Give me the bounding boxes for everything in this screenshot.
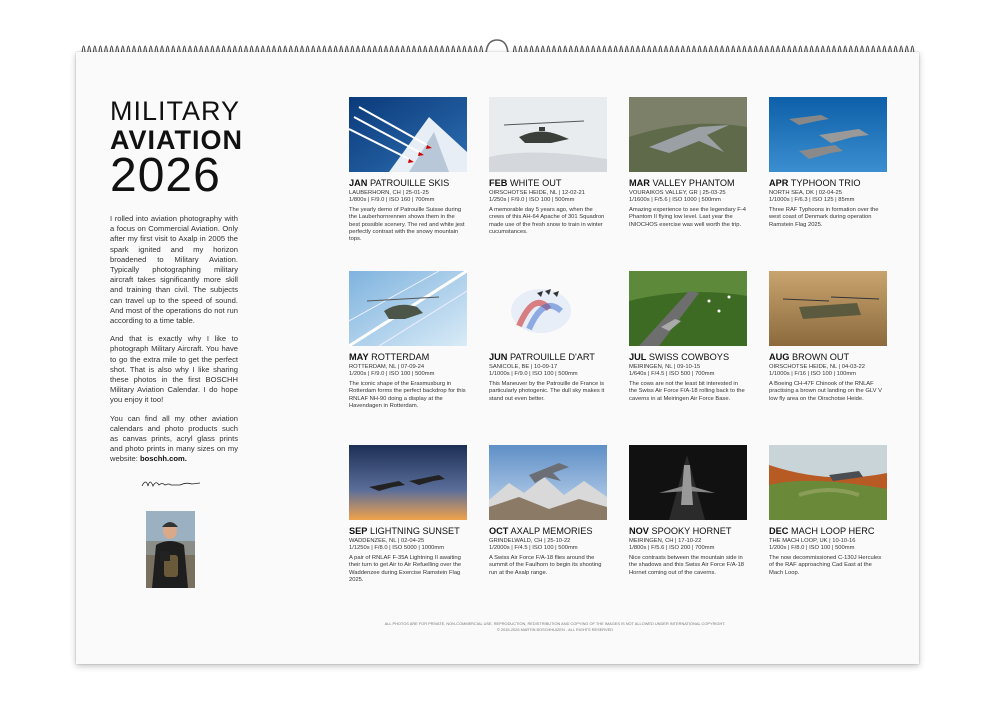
month-abbr: OCT	[489, 526, 509, 536]
month-description: The yearly demo of Patrouille Suisse during the Lauberhornrennen shows them in the best possible scenery. The red and white jest perfectly contrast with the snowy mountain tops.	[349, 207, 465, 243]
month-abbr: JUN	[489, 352, 508, 362]
month-apr	[769, 97, 887, 229]
month-description: A memorable day 5 years ago, when the crews of this AH-64 Apache of 301 Squadron made use of the fresh snow to train in winter cucumstances.	[489, 207, 605, 235]
month-location: SANICOLE, BE | 10-09-17	[489, 364, 558, 370]
month-dec	[769, 445, 887, 577]
month-photo-title: SPOOKY HORNET	[651, 526, 732, 536]
month-nov	[629, 445, 747, 577]
month-exif: 1/2000s | F/4.5 | ISO 100 | 500mm	[489, 545, 578, 551]
photographer-portrait	[146, 511, 195, 588]
month-description: Three RAF Typhoons in formation over the west coast of Denmark during operation Ramstein Flag 2025.	[769, 207, 879, 228]
month-exif: 1/250s | F/9.0 | ISO 100 | 500mm	[489, 197, 575, 203]
month-photo	[769, 97, 887, 172]
month-heading	[769, 526, 887, 536]
month-heading	[769, 352, 887, 362]
month-heading	[629, 526, 747, 536]
month-exif: 1/1000s | F/9.0 | ISO 100 | 500mm	[489, 371, 578, 377]
month-photo-title: ROTTERDAM	[371, 352, 430, 362]
month-exif: 1/800s | F/9.0 | ISO 160 | 700mm	[349, 197, 435, 203]
month-description: A pair of RNLAF F-35A Lightning II awaiting their turn to get Air to Air Refuelling over the Waddenzee during Exercise Ramstein Flag 2025.	[349, 555, 462, 583]
month-feb	[489, 97, 607, 236]
month-description: The now decommissioned C-130J Hercules of the RAF approaching Cad East at the Mach Loop.	[769, 555, 882, 576]
month-photo-title: PATROUILLE D'ART	[509, 352, 595, 362]
intro-paragraph-2: And that is exactly why I like to photograph Military Aircraft. You have to go the extra mile to get the perfect shot. That is also why I like sharing these photos in the first BOSCHH Military Aviation Calendar. I do hope you enjoy it too!	[110, 334, 238, 405]
month-abbr: APR	[769, 178, 789, 188]
calendar-title	[110, 98, 243, 200]
month-location: MEIRINGEN, CH | 17-10-22	[629, 538, 702, 544]
title-line-aviation: AVIATION	[110, 125, 243, 155]
month-heading	[349, 526, 467, 536]
month-abbr: MAR	[629, 178, 650, 188]
month-photo-title: SWISS COWBOYS	[648, 352, 730, 362]
month-description: This Maneuver by the Patrouille de France is particularly photogenic. The dull sky makes it stand out even better.	[489, 381, 605, 402]
month-description: A Boeing CH-47F Chinook of the RNLAF practising a brown out landing on the GLV V low fly area on the Oirschotse Heide.	[769, 381, 883, 402]
copyright-notice: ALL PHOTOS ARE FOR PRIVATE, NON-COMMERCIAL USE. REPRODUCTION, REDISTRIBUTION AND COPYING OF THE IMAGES IS NOT ALLOWED UNDER INTERNATIONAL COPYRIGHT.	[384, 621, 726, 626]
month-description: The cows are not the least bit interested in the Swiss Air Force F/A-18 rolling back to the caverns in at Meiringen Air Force Base.	[629, 381, 745, 402]
month-mar	[629, 97, 747, 229]
month-photo	[349, 271, 467, 346]
month-oct	[489, 445, 607, 577]
month-exif: 1/640s | F/4.5 | ISO 500 | 700mm	[629, 371, 715, 377]
month-jun	[489, 271, 607, 403]
month-may	[349, 271, 467, 410]
month-photo	[349, 445, 467, 520]
month-abbr: JAN	[349, 178, 368, 188]
intro-paragraph-3-text: You can find all my other aviation calendars and photo products such as canvas prints, acryl glass prints and photo prints in many sizes on my website:	[110, 413, 238, 464]
month-description: The iconic shape of the Erasmusburg in Rotterdam forms the perfect backdrop for this RNLAF NH-90 doing a display at the Havendagen in Rotterdam.	[349, 381, 466, 409]
month-photo	[349, 97, 467, 172]
month-location: GRINDELWALD, CH | 25-10-22	[489, 538, 571, 544]
copyright-line: © 2015-2026 MARTIN BOSCHHUIZEN - ALL RIGHTS RESERVED	[496, 627, 614, 632]
month-photo	[489, 271, 607, 346]
month-photo	[769, 271, 887, 346]
month-sep	[349, 445, 467, 584]
month-photo-title: LIGHTNING SUNSET	[369, 526, 460, 536]
month-abbr: FEB	[489, 178, 508, 188]
month-location: ROTTERDAM, NL | 07-09-24	[349, 364, 425, 370]
month-exif: 1/200s | F/9.0 | ISO 100 | 500mm	[349, 371, 435, 377]
month-heading	[349, 352, 467, 362]
month-photo-title: AXALP MEMORIES	[510, 526, 593, 536]
month-abbr: NOV	[629, 526, 649, 536]
month-exif: 1/1000s | F/6.3 | ISO 125 | 85mm	[769, 197, 855, 203]
intro-paragraph-3	[110, 414, 238, 465]
month-heading	[489, 178, 607, 188]
month-photo	[489, 445, 607, 520]
title-line-military: MILITARY	[110, 96, 241, 126]
month-location: NORTH SEA, DK | 02-04-25	[769, 190, 842, 196]
month-photo	[629, 97, 747, 172]
month-abbr: SEP	[349, 526, 368, 536]
month-photo	[769, 445, 887, 520]
month-heading	[769, 178, 887, 188]
month-abbr: AUG	[769, 352, 790, 362]
month-aug	[769, 271, 887, 403]
intro-paragraph-1: I rolled into aviation photography with a focus on Commercial Aviation. Only after my first visit to Axalp in 2005 the spark ignited and my horizon broadened to Military Aviation. Typically photographing military aircraft takes significantly more skill and training than civil. The subjects can travel up to the speed of sound. And most of the operations do not run according to a time table.	[110, 214, 238, 326]
month-heading	[629, 352, 747, 362]
month-heading	[349, 178, 467, 188]
website-link: boschh.com.	[139, 454, 187, 464]
month-abbr: MAY	[349, 352, 369, 362]
month-photo-title: PATROUILLE SKIS	[369, 178, 450, 188]
month-description: Amazing experience to see the legendary F-4 Phantom II flying low level. Last year the INIOCHOS exercise was well worth the trip.	[629, 207, 746, 228]
month-photo-title: TYPHOON TRIO	[790, 178, 861, 188]
month-photo	[629, 271, 747, 346]
copyright-footer	[340, 621, 770, 633]
month-description: A Swiss Air Force F/A-18 flies around the summit of the Faulhorn to begin its shooting run at the Axalp range.	[489, 555, 602, 576]
month-photo-title: MACH LOOP HERC	[790, 526, 875, 536]
month-description: Nice contrasts between the mountain side in the shadows and this Swiss Air Force F/A-18 Hornet coming out of the caverns.	[629, 555, 745, 576]
month-heading	[489, 526, 607, 536]
month-heading	[489, 352, 607, 362]
month-abbr: JUL	[629, 352, 647, 362]
signature	[140, 474, 204, 492]
month-location: OIRSCHOTSE HEIDE, NL | 12-02-21	[489, 190, 586, 196]
month-abbr: DEC	[769, 526, 789, 536]
month-location: THE MACH LOOP, UK | 10-10-16	[769, 538, 856, 544]
month-photo-title: WHITE OUT	[509, 178, 562, 188]
month-location: LAUBERHORN, CH | 25-01-25	[349, 190, 429, 196]
month-exif: 1/800s | F/5.6 | ISO 200 | 700mm	[629, 545, 715, 551]
title-year: 2026	[110, 149, 221, 202]
month-location: VOURAIKOS VALLEY, GR | 25-03-25	[629, 190, 726, 196]
month-photo	[489, 97, 607, 172]
month-location: WADDENZEE, NL | 02-04-25	[349, 538, 425, 544]
month-exif: 1/1000s | F/16 | ISO 100 | 100mm	[769, 371, 857, 377]
month-photo-title: VALLEY PHANTOM	[652, 178, 735, 188]
month-location: OIRSCHOTSE HEIDE, NL | 04-03-22	[769, 364, 866, 370]
month-heading	[629, 178, 747, 188]
month-exif: 1/1250s | F/8.0 | ISO 5000 | 1000mm	[349, 545, 445, 551]
month-photo	[629, 445, 747, 520]
month-location: MEIRINGEN, NL | 09-10-15	[629, 364, 701, 370]
month-jan	[349, 97, 467, 243]
month-exif: 1/200s | F/8.0 | ISO 100 | 500mm	[769, 545, 855, 551]
month-jul	[629, 271, 747, 403]
month-exif: 1/1600s | F/5.6 | ISO 1000 | 500mm	[629, 197, 721, 203]
intro-text	[110, 214, 238, 473]
month-photo-title: BROWN OUT	[791, 352, 850, 362]
